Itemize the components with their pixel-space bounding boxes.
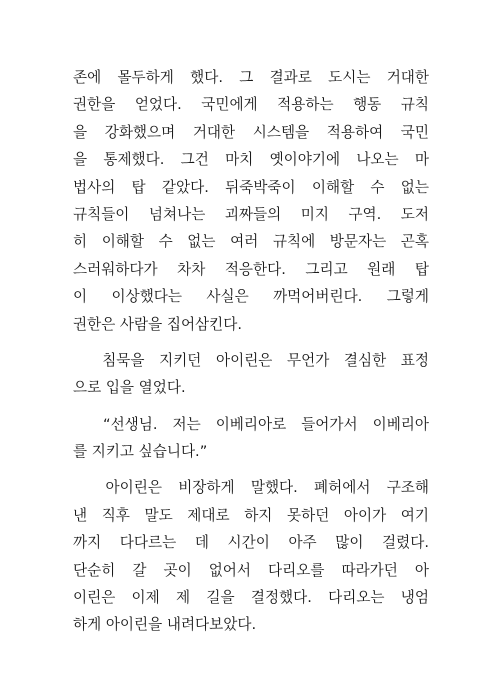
text-line: 권한을 얻었다. 국민에게 적용하는 행동 규칙 xyxy=(73,96,429,114)
text-line: 스러워하다가 차차 적응한다. 그리고 원래 탑 xyxy=(73,260,429,278)
paragraph-2 xyxy=(73,347,429,402)
text-line: 이린은 이제 제 길을 결정했다. 다리오는 냉엄 xyxy=(73,589,429,607)
text-line: 까지 다다르는 데 시간이 아주 많이 걸렸다. xyxy=(73,534,429,552)
text-line: 아이린은 비장하게 말했다. 폐허에서 구조해 xyxy=(73,479,429,497)
text-line: 권한은 사람을 집어삼킨다. xyxy=(73,315,242,333)
paragraph-1 xyxy=(73,64,429,338)
text-line: 이 이상했다는 사실은 까먹어버린다. 그렇게 xyxy=(73,288,429,306)
text-line: 침묵을 지키던 아이린은 무언가 결심한 표정 xyxy=(73,351,429,369)
text-line: 존에 몰두하게 했다. 그 결과로 도시는 거대한 xyxy=(73,69,429,86)
text-line: 규칙들이 넘쳐나는 괴짜들의 미지 구역. 도저 xyxy=(73,205,429,223)
text-line: 낸 직후 말도 제대로 하지 못하던 아이가 여기 xyxy=(73,506,429,524)
paragraph-gap xyxy=(73,402,429,411)
text-line: 으로 입을 열었다. xyxy=(73,379,186,397)
text-line: “선생님. 저는 이베리아로 들어가서 이베리아 xyxy=(73,415,429,433)
text-line: 법사의 탑 같았다. 뒤죽박죽이 이해할 수 없는 xyxy=(73,178,429,196)
paragraph-gap xyxy=(73,465,429,474)
text-line: 을 통제했다. 그건 마치 옛이야기에 나오는 마 xyxy=(73,151,429,169)
text-line: 히 이해할 수 없는 여러 규칙에 방문자는 곤혹 xyxy=(73,233,429,251)
body-text xyxy=(73,64,429,639)
paragraph-3 xyxy=(73,411,429,466)
text-line: 를 지키고 싶습니다.” xyxy=(73,443,208,461)
text-line: 하게 아이린을 내려다보았다. xyxy=(73,616,257,634)
text-line: 단순히 갈 곳이 없어서 다리오를 따라가던 아 xyxy=(73,561,429,579)
text-line: 을 강화했으며 거대한 시스템을 적용하여 국민 xyxy=(73,123,429,141)
paragraph-gap xyxy=(73,338,429,347)
paragraph-4 xyxy=(73,474,429,638)
